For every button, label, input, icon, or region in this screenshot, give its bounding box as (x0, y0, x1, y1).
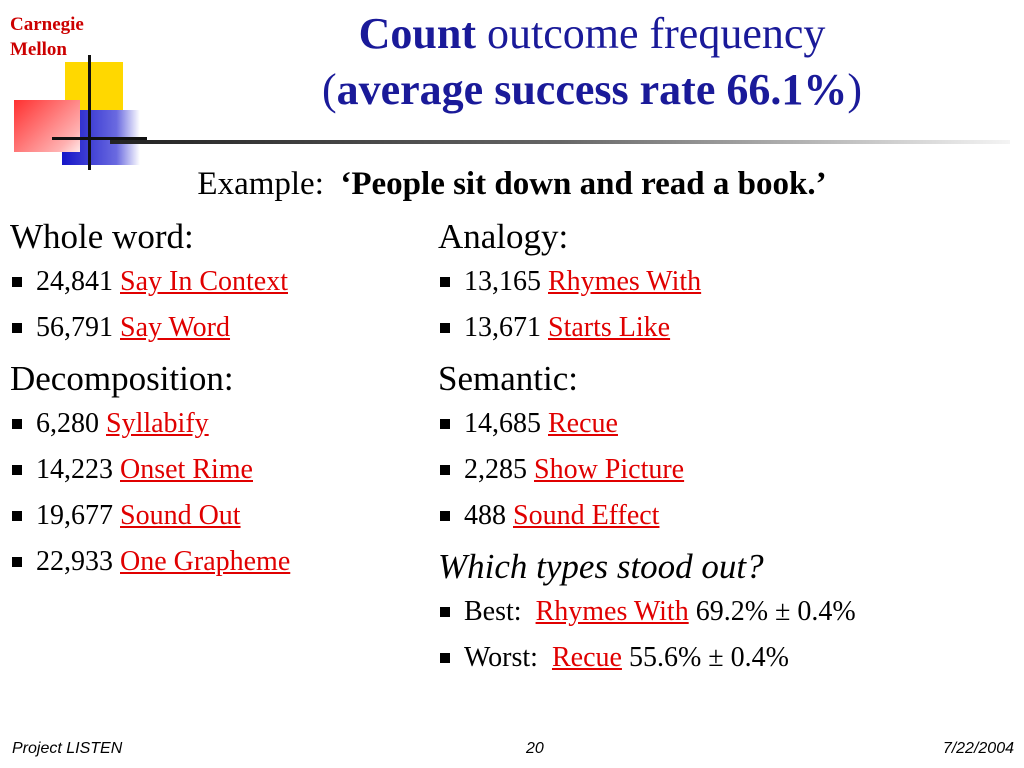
list-item (464, 264, 1018, 300)
example-sentence: ‘People sit down and read a book.’ (340, 166, 827, 202)
logo-line-1: Carnegie (10, 14, 84, 35)
link-rhymes-with[interactable]: Rhymes With (548, 266, 702, 297)
item-count: 488 (464, 500, 506, 531)
heading-whole-word: Whole word: (10, 217, 194, 256)
title-paren-close: ) (847, 65, 863, 114)
example-line (0, 162, 1024, 206)
list-item (36, 406, 420, 442)
example-label: Example: (197, 166, 324, 202)
title-subtitle: average success rate 66.1% (336, 65, 848, 114)
best-stat: 69.2% ± 0.4% (695, 596, 856, 627)
list-item (36, 264, 420, 300)
list-item (464, 498, 1018, 534)
footer-project: Project LISTEN (12, 740, 123, 757)
bullet-icon (12, 419, 22, 429)
list-item (36, 498, 420, 534)
item-count: 22,933 (36, 546, 113, 577)
link-onset-rime[interactable]: Onset Rime (120, 454, 253, 485)
cmu-logo (0, 0, 160, 175)
link-say-word[interactable]: Say Word (120, 312, 231, 343)
bullet-icon (12, 323, 22, 333)
link-one-grapheme[interactable]: One Grapheme (120, 546, 291, 577)
logo-line-2: Mellon (10, 39, 67, 60)
best-label: Best: (464, 596, 522, 627)
item-count: 2,285 (464, 454, 527, 485)
logo-text (10, 12, 84, 62)
item-count: 56,791 (36, 312, 113, 343)
link-syllabify[interactable]: Syllabify (106, 408, 209, 439)
heading-decomposition: Decomposition: (10, 359, 234, 398)
right-column (438, 214, 1018, 686)
bullet-icon (440, 465, 450, 475)
list-item-worst (464, 640, 1018, 676)
link-recue[interactable]: Recue (548, 408, 618, 439)
heading-question: Which types stood out? (438, 547, 764, 586)
list-item (36, 544, 420, 580)
bullet-icon (440, 277, 450, 287)
bullet-icon (440, 607, 450, 617)
footer-date: 7/22/2004 (942, 740, 1014, 757)
bullet-icon (12, 465, 22, 475)
item-count: 13,671 (464, 312, 541, 343)
list-item (464, 310, 1018, 346)
item-count: 24,841 (36, 266, 113, 297)
list-item (36, 310, 420, 346)
item-count: 6,280 (36, 408, 99, 439)
item-count: 19,677 (36, 500, 113, 531)
left-column (10, 214, 420, 590)
title-rule (110, 140, 1010, 144)
bullet-icon (440, 419, 450, 429)
link-best-rhymes-with[interactable]: Rhymes With (535, 596, 689, 627)
list-item-best (464, 594, 1018, 630)
item-count: 13,165 (464, 266, 541, 297)
link-sound-effect[interactable]: Sound Effect (513, 500, 660, 531)
heading-semantic: Semantic: (438, 359, 578, 398)
worst-label: Worst: (464, 642, 538, 673)
item-count: 14,685 (464, 408, 541, 439)
title-paren-open: ( (321, 65, 337, 114)
list-item (36, 452, 420, 488)
bullet-icon (12, 277, 22, 287)
link-sound-out[interactable]: Sound Out (120, 500, 241, 531)
link-starts-like[interactable]: Starts Like (548, 312, 671, 343)
list-item (464, 452, 1018, 488)
link-worst-recue[interactable]: Recue (551, 642, 622, 673)
bullet-icon (440, 511, 450, 521)
bullet-icon (440, 653, 450, 663)
bullet-icon (12, 557, 22, 567)
link-say-in-context[interactable]: Say In Context (120, 266, 288, 297)
item-count: 14,223 (36, 454, 113, 485)
bullet-icon (12, 511, 22, 521)
list-item (464, 406, 1018, 442)
title-bold-word: Count (358, 9, 476, 58)
heading-analogy: Analogy: (438, 217, 569, 256)
title-rest: outcome frequency (475, 9, 826, 58)
slide-title (180, 6, 1004, 118)
bullet-icon (440, 323, 450, 333)
link-show-picture[interactable]: Show Picture (534, 454, 685, 485)
worst-stat: 55.6% ± 0.4% (628, 642, 789, 673)
footer-page-number: 20 (526, 740, 544, 757)
